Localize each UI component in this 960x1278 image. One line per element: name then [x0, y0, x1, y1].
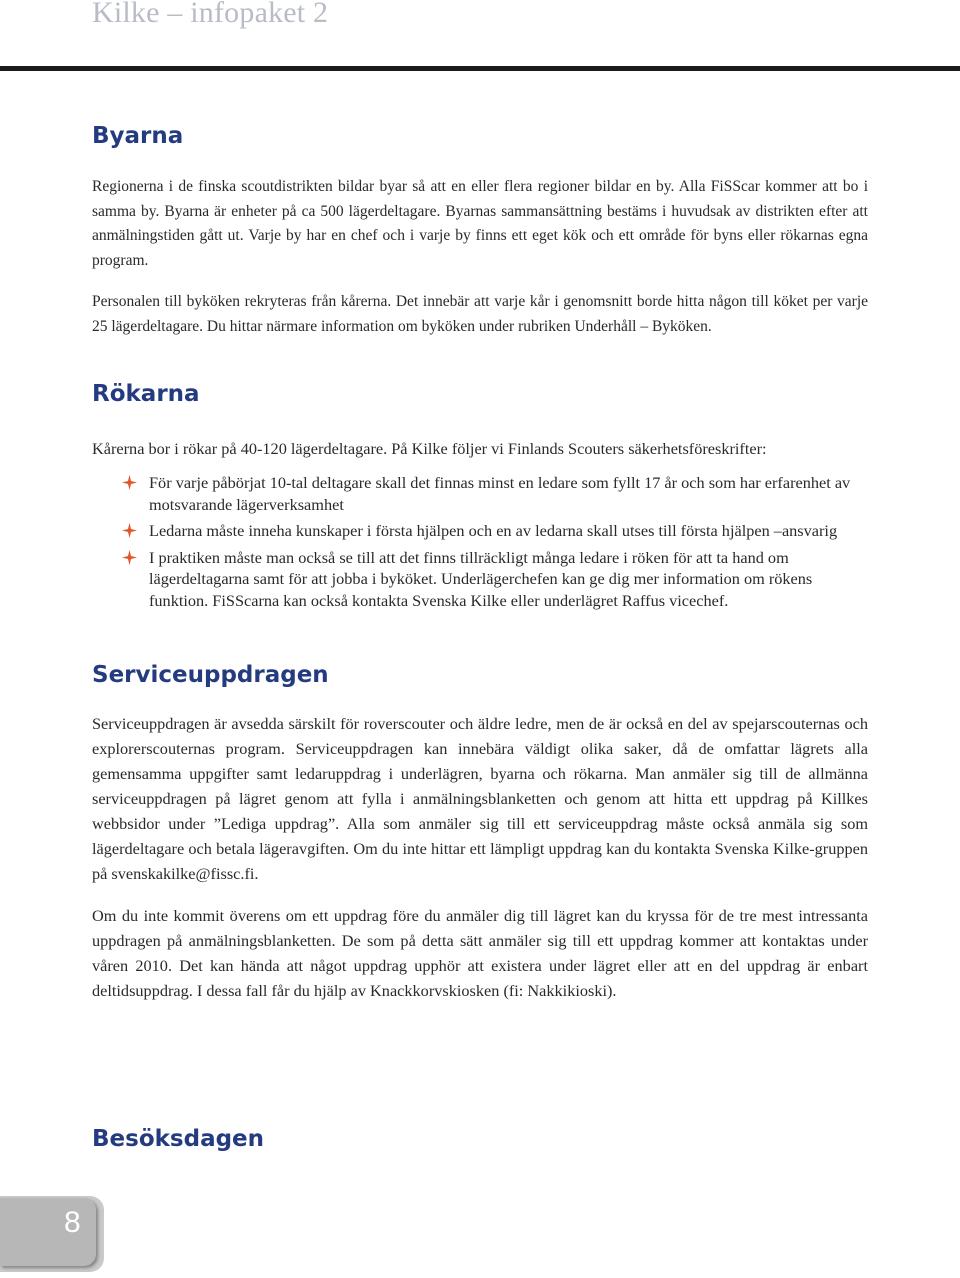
heading-serviceuppdragen: Serviceuppdragen — [92, 662, 329, 688]
star-bullet-icon — [122, 550, 137, 565]
header-divider — [0, 66, 960, 71]
list-item-text: För varje påbörjat 10-tal deltagare skall det finnas minst en ledare som fyllt 17 år och som har erfarenhet av motsvarande lägerverksamhet — [149, 473, 851, 514]
byarna-paragraph-1: Regionerna i de finska scoutdistrikten bildar byar så att en eller flera regioner bildar en by. Alla FiSScar kommer att bo i samma by. Byarna är enheter på ca 500 lägerdeltagare. Byarnas sammansättning bestäms i huvudsak av distrikten efter att anmälningstiden gått ut. Varje by har en chef och i varje by finns ett eget kök och ett område för byns eller rökarnas egna program. — [92, 178, 868, 269]
list-item-text: I praktiken måste man också se till att det finns tillräckligt många ledare i röken för att ta hand om lägerdeltagarna samt för att jobba i byköket. Underlägerchefen kan ge dig mer information om rökens funktion. FiSScarna kan också kontakta Svenska Kilke eller underlägret Raffus vicechef. — [149, 547, 813, 610]
rokarna-intro: Kårerna bor i rökar på 40-120 lägerdeltagare. På Kilke följer vi Finlands Scouters säkerhetsföreskrifter: — [92, 439, 767, 458]
safety-rules-list — [92, 472, 872, 616]
heading-rokarna: Rökarna — [92, 381, 200, 407]
heading-besoksdagen: Besöksdagen — [92, 1126, 265, 1152]
star-bullet-icon — [122, 475, 137, 490]
document-header-title: Kilke – infopaket 2 — [92, 0, 329, 29]
list-item — [92, 520, 872, 542]
list-item — [92, 472, 872, 515]
list-item — [92, 547, 872, 612]
page-number: 8 — [64, 1206, 81, 1239]
byarna-paragraph-2: Personalen till byköken rekryteras från kårerna. Det innebär att varje kår i genomsnitt borde hitta någon till köket per varje 25 lägerdeltagare. Du hittar närmare information om byköken under rubriken Underhåll – Byköken. — [92, 293, 868, 335]
list-item-text: Ledarna måste inneha kunskaper i första hjälpen och en av ledarna skall utses till första hjälpen –ansvarig — [149, 521, 838, 540]
star-bullet-icon — [122, 523, 137, 538]
service-paragraph-2: Om du inte kommit överens om ett uppdrag före du anmäler dig till lägret kan du kryssa för de tre mest intressanta uppdragen på anmälningsblanketten. De som på detta sätt anmäler sig till ett uppdrag kommer att kontaktas under våren 2010. Det kan hända att något uppdrag upphör att existera under lägret eller att en del uppdrag är enbart deltidsuppdrag. I dessa fall får du hjälp av Knackkorvskiosken (fi: Nakkikioski). — [92, 906, 868, 1000]
heading-byarna: Byarna — [92, 123, 184, 149]
service-paragraph-1: Serviceuppdragen är avsedda särskilt för roverscouter och äldre ledre, men de är också en del av spejarscouternas och explorerscouternas program. Serviceuppdragen kan innebära väldigt olika saker, då de omfattar lägrets alla gemensamma uppgifter samt ledaruppdrag i underlägren, byarna och rökarna. Man anmäler sig till de allmänna serviceuppdragen på lägret genom att fylla i anmälningsblanketten och genom att hitta ett uppdrag på Killkes webbsidor under ”Lediga uppdrag”. Alla som anmäler sig till ett serviceuppdrag måste också anmäla sig som lägerdeltagare och betala lägeravgiften. Om du inte hittar ett lämpligt uppdrag kan du kontakta Svenska Kilke-gruppen på svenskakilke@fissc.fi. — [92, 714, 868, 883]
